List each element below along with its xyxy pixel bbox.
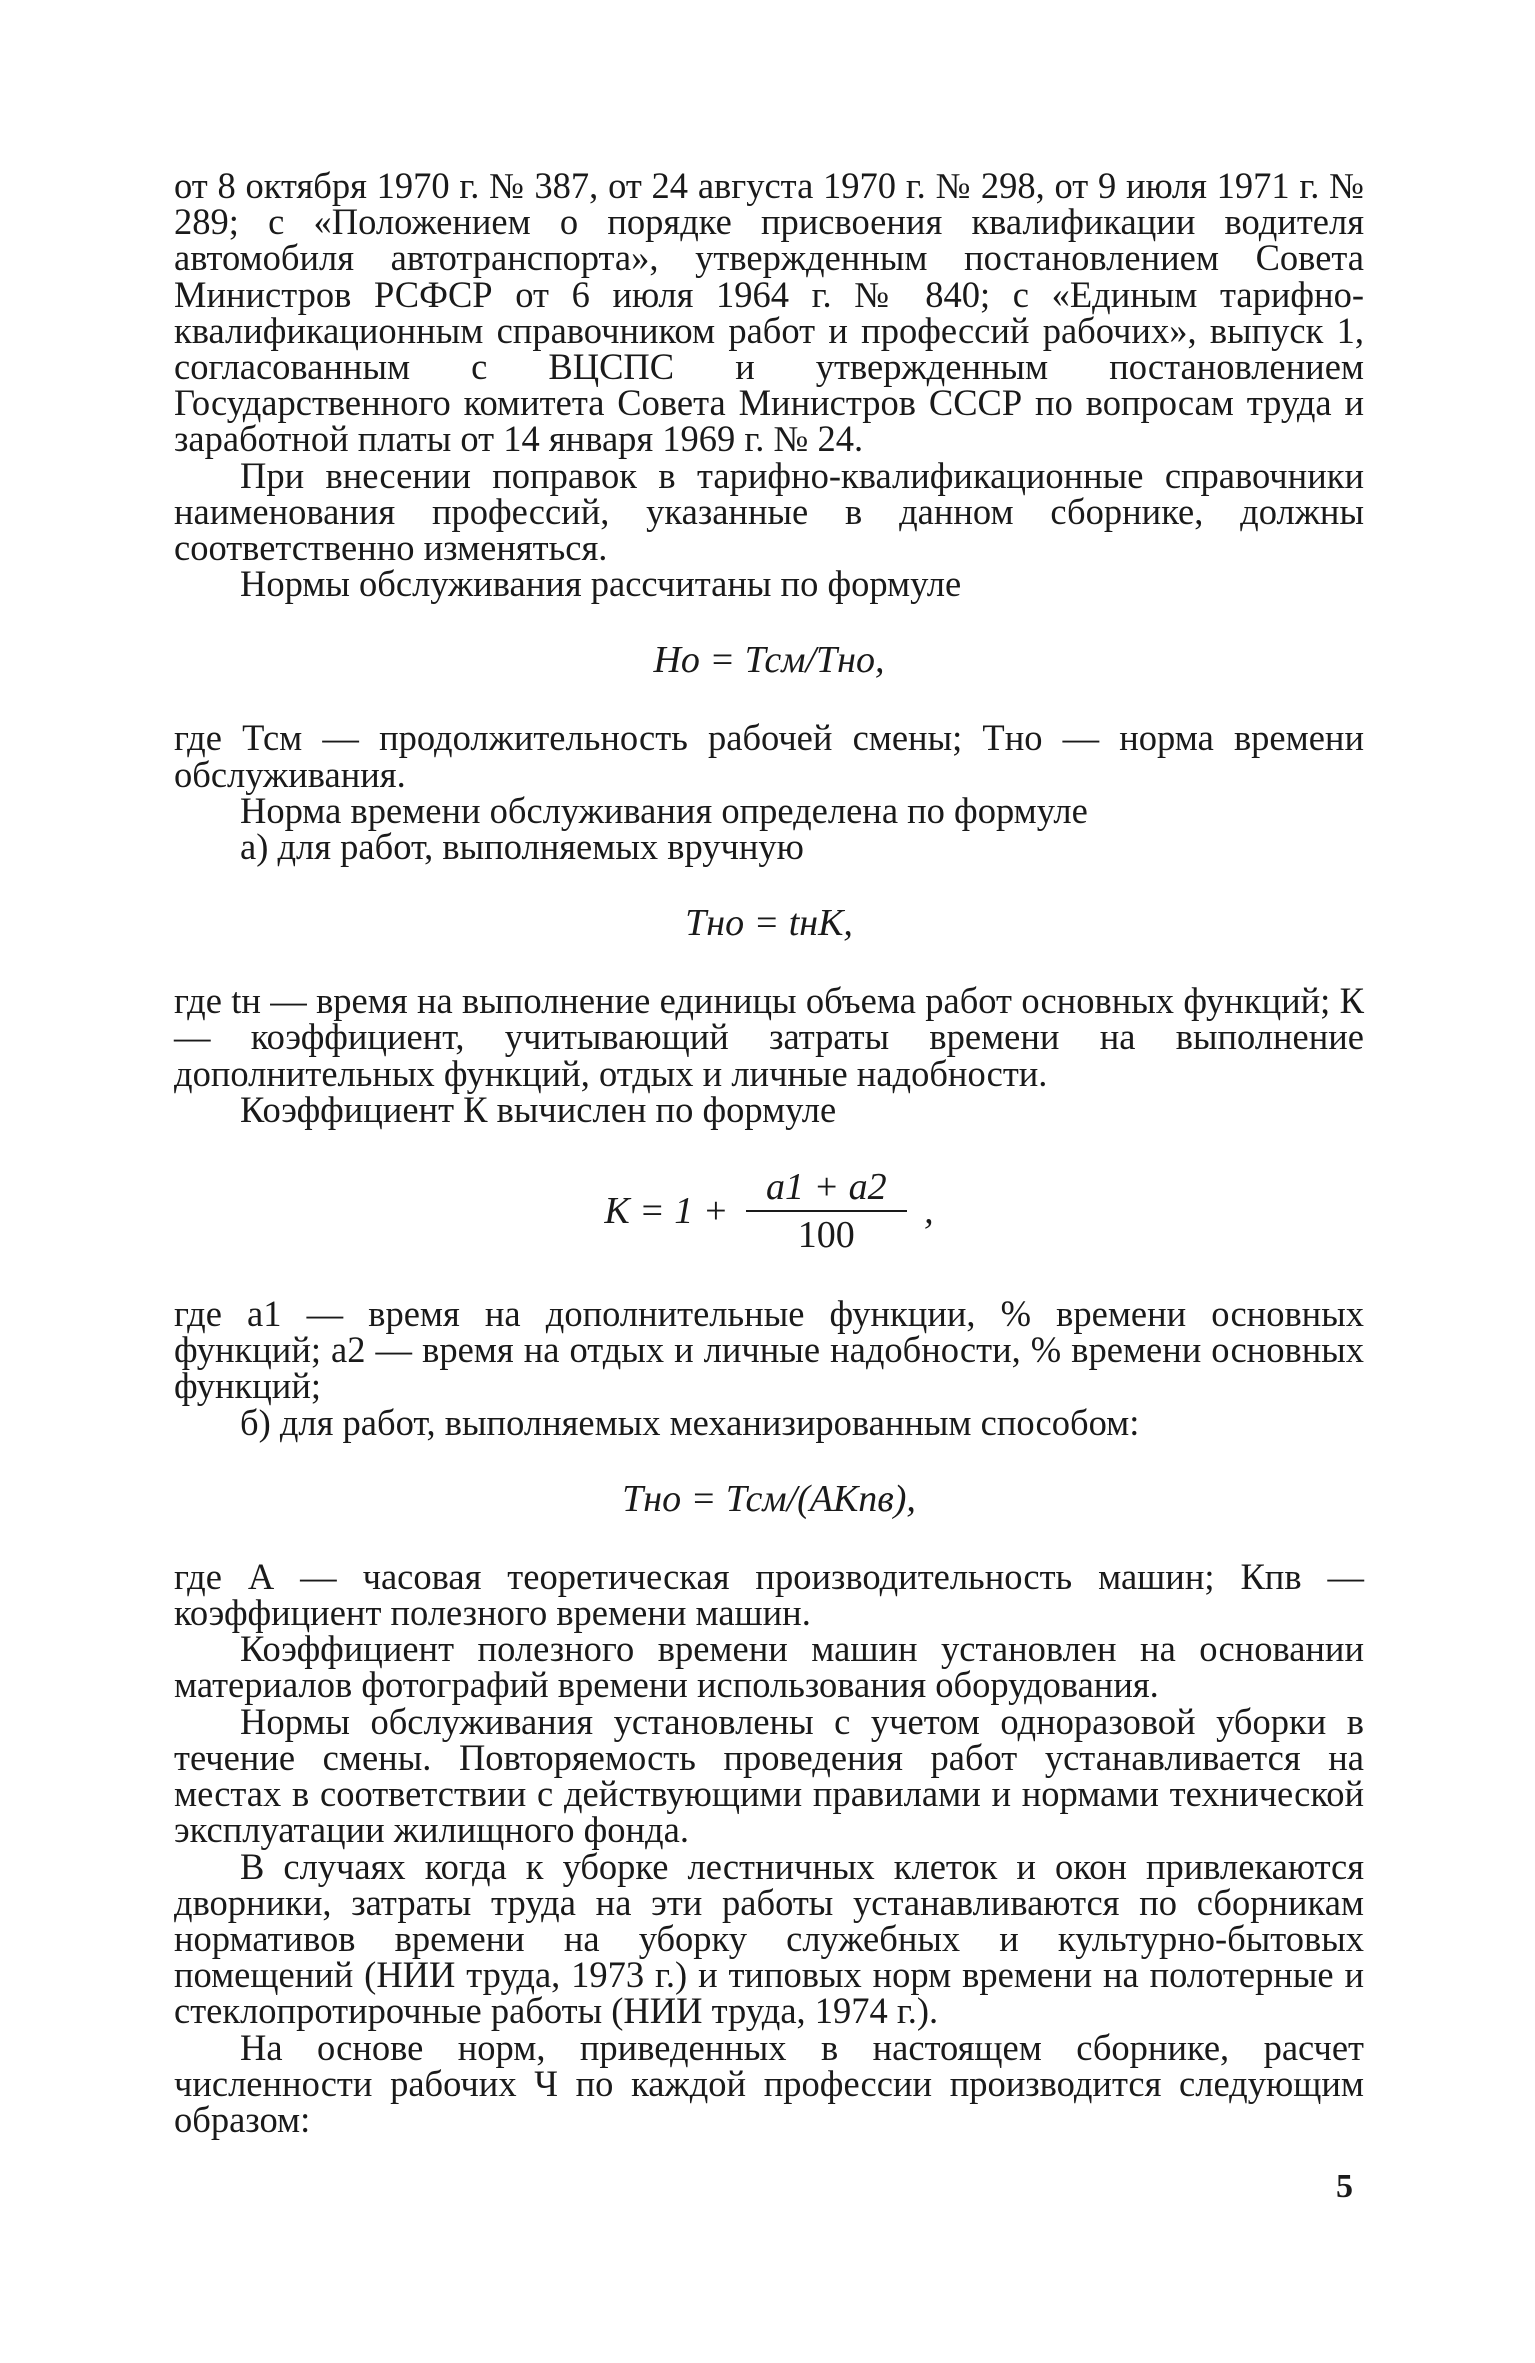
formula-manual-time-norm: Тно = tнК, [685,902,853,945]
paragraph-where-a1: где a1 — время на дополнительные функции, % времени основных функций; a2 — время на отдых и личные надобности, % времени основных функций; [174,1293,1364,1407]
paragraph-regulations: от 8 октября 1970 г. № 387, от 24 августа 1970 г. № 298, от 9 июля 1971 г. № 289; с «Положением о порядке присвоения квалификации водителя автомобиля автотранспорта», утвержденным постановлением Совета Министров РСФСР от 6 июля 1964 г. № 840; с «Единым тарифно-квалификационным справочником работ и профессий рабочих», выпуск 1, согласованным с ВЦСПС и утвержденным постановлением Государственного комитета Совета Министров СССР по вопросам труда и заработной платы от 14 января 1969 г. № 24. [174,165,1364,460]
paragraph-coefficient-intro: Коэффициент К вычислен по формуле [240,1088,837,1130]
paragraph-where-tn: где tн — время на выполнение единицы объема работ основных функций; К — коэффициент, учитывающий затраты времени на выполнение дополнительных функций, отдых и личные надобности. [174,980,1364,1094]
paragraph-janitors: В случаях когда к уборке лестничных клеток и окон привлекаются дворники, затраты труда на эти работы устанавливаются по сборникам нормативов времени на уборку служебных и культурно-бытовых помещений (НИИ труда, 1973 г.) и типовых норм времени на полотерные и стеклопротирочные работы (НИИ труда, 1974 г.). [174,1845,1364,2032]
formula-k-numerator: a1 + a2 [746,1166,907,1212]
paragraph-where-a: где А — часовая теоретическая производительность машин; Кпв — коэффициент полезного времени машин. [174,1555,1364,1634]
paragraph-time-norm-intro: Норма времени обслуживания определена по формуле [240,789,1088,831]
formula-k-comma: , [924,1190,934,1233]
paragraph-useful-time-coefficient: Коэффициент полезного времени машин установлен на основании материалов фотографий времени использования оборудования. [174,1628,1364,1706]
paragraph-mechanized-work: б) для работ, выполняемых механизированным способом: [240,1401,1140,1443]
formula-k-fraction [746,1166,907,1256]
paragraph-manual-work: а) для работ, выполняемых вручную [240,826,804,868]
paragraph-norms-formula-intro: Нормы обслуживания рассчитаны по формуле [240,563,962,605]
formula-k-denominator: 100 [797,1214,855,1257]
formula-mechanized-time-norm: Тно = Тсм/(АКпв), [622,1477,916,1520]
paragraph-amendments: При внесении поправок в тарифно-квалификационные справочники наименования профессий, указанные в данном сборнике, должны соответственно изменяться. [174,454,1364,569]
page-number: 5 [1336,2168,1353,2205]
paragraph-worker-count: На основе норм, приведенных в настоящем сборнике, расчет численности рабочих Ч по каждой профессии производится следующим образом: [174,2026,1364,2140]
formula-service-norm: Но = Тсм/Тно, [653,639,885,682]
formula-k-left: К = 1 + [604,1190,729,1233]
document-page [174,165,1364,2140]
paragraph-where-tsm: где Тсм — продолжительность рабочей смены; Тно — норма времени обслуживания. [174,717,1364,795]
formula-coefficient-k [174,1166,1364,1256]
paragraph-single-cleaning: Нормы обслуживания установлены с учетом одноразовой уборки в течение смены. Повторяемость проведения работ устанавливается на местах в соответствии с действующими правилами и нормами технической эксплуатации жилищного фонда. [174,1700,1364,1851]
